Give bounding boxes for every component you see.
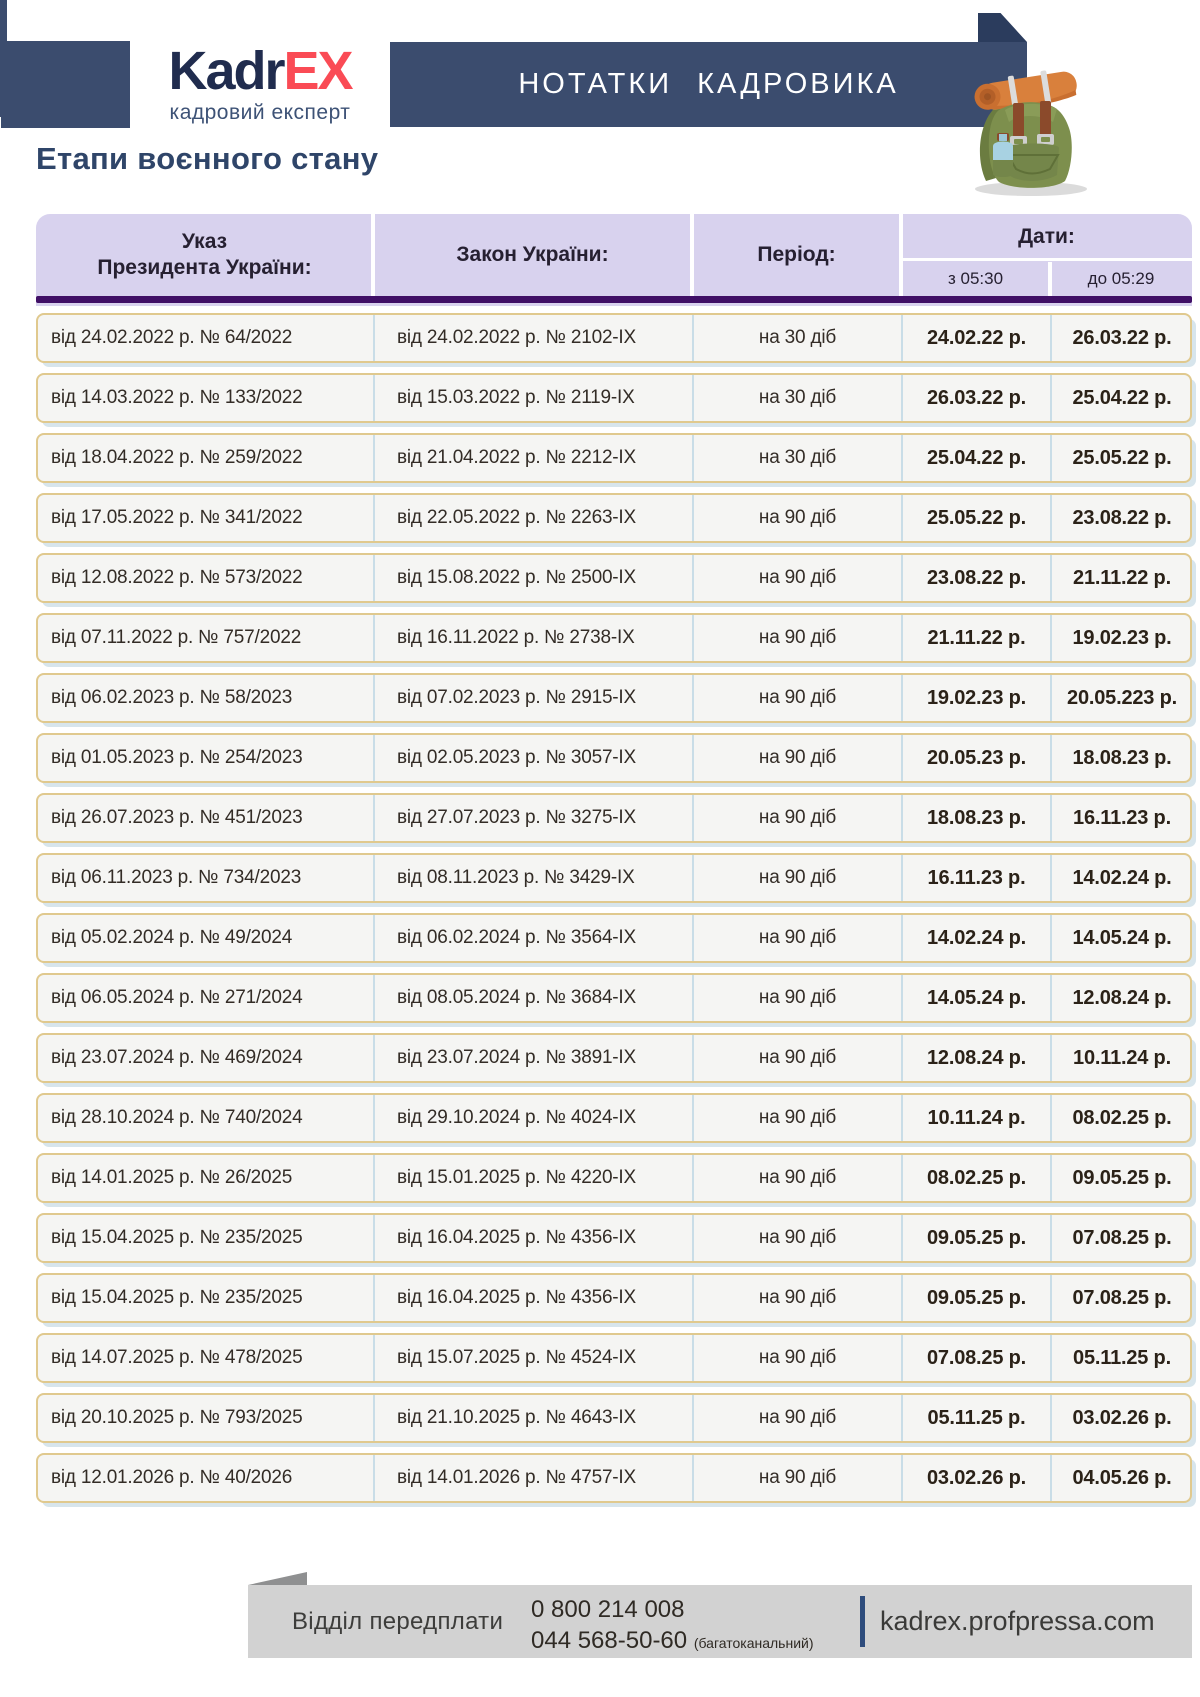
- cell-period: на 90 діб: [758, 867, 837, 888]
- cell-date-from: 09.05.25 р.: [927, 1286, 1026, 1309]
- cell-decree: від 06.11.2023 р. № 734/2023: [51, 867, 302, 888]
- cell-law: від 16.11.2022 р. № 2738-IX: [397, 627, 635, 648]
- table-row: [36, 853, 1192, 903]
- cell-period: на 90 діб: [758, 747, 837, 768]
- cell-law: від 15.08.2022 р. № 2500-IX: [397, 567, 636, 588]
- cell-period: на 90 діб: [758, 807, 837, 828]
- cell-decree: від 14.07.2025 р. № 478/2025: [51, 1347, 303, 1368]
- header-banner: [390, 42, 1027, 127]
- table-header: [36, 214, 1192, 306]
- cell-date-from: 24.02.22 р.: [927, 326, 1026, 349]
- cell-decree: від 06.02.2023 р. № 58/2023: [51, 687, 293, 708]
- logo-accent-text: EX: [283, 40, 352, 101]
- logo-brand-text: Kadr: [168, 40, 284, 101]
- cell-date-to: 14.05.24 р.: [1072, 926, 1172, 949]
- table-row: [36, 493, 1192, 543]
- footer-phone-hotline: 0 800 214 008: [531, 1596, 685, 1623]
- cell-date-to: 18.08.23 р.: [1072, 746, 1172, 769]
- cell-decree: від 14.01.2025 р. № 26/2025: [51, 1167, 293, 1188]
- cell-decree: від 12.01.2026 р. № 40/2026: [51, 1467, 293, 1488]
- table-body: [36, 313, 1192, 1513]
- cell-date-to: 16.11.23 р.: [1073, 806, 1171, 829]
- table-row: [36, 913, 1192, 963]
- page-title: Етапи воєнного стану: [36, 141, 379, 176]
- cell-date-to: 05.11.25 р.: [1073, 1346, 1171, 1369]
- dates-underline: [901, 258, 1192, 261]
- cell-law: від 27.07.2023 р. № 3275-IX: [397, 807, 636, 828]
- logo-wordmark: [168, 40, 352, 101]
- cell-decree: від 17.05.2022 р. № 341/2022: [51, 507, 303, 528]
- cell-period: на 90 діб: [758, 627, 837, 648]
- cell-date-to: 07.08.25 р.: [1072, 1286, 1172, 1309]
- cell-date-to: 25.05.22 р.: [1072, 446, 1172, 469]
- footer-divider: [860, 1596, 865, 1647]
- footer-website-text[interactable]: kadrex.profpressa.com: [880, 1606, 1155, 1636]
- cell-period: на 90 діб: [758, 1347, 837, 1368]
- table-row: [36, 1213, 1192, 1263]
- cell-law: від 24.02.2022 р. № 2102-IX: [397, 327, 636, 348]
- kadrex-logo: [130, 34, 390, 134]
- cell-date-from: 09.05.25 р.: [927, 1226, 1026, 1249]
- cell-period: на 30 діб: [758, 447, 837, 468]
- cell-period: на 90 діб: [758, 927, 837, 948]
- cell-decree: від 14.03.2022 р. № 133/2022: [51, 387, 303, 408]
- cell-decree: від 20.10.2025 р. № 793/2025: [51, 1407, 303, 1428]
- cell-date-to: 08.02.25 р.: [1072, 1106, 1172, 1129]
- cell-date-to: 14.02.24 р.: [1072, 866, 1172, 889]
- footer-phone-city: [531, 1627, 814, 1655]
- footer: [248, 1585, 1192, 1658]
- decree-header-line1: Указ: [181, 229, 228, 253]
- cell-decree: від 28.10.2024 р. № 740/2024: [51, 1107, 303, 1128]
- table-row: [36, 1153, 1192, 1203]
- cell-date-from: 05.11.25 р.: [927, 1406, 1026, 1429]
- table-row: [36, 673, 1192, 723]
- cell-decree: від 15.04.2025 р. № 235/2025: [51, 1227, 303, 1248]
- cell-law: від 16.04.2025 р. № 4356-IX: [397, 1287, 636, 1308]
- table-row: [36, 793, 1192, 843]
- cell-law: від 15.01.2025 р. № 4220-IX: [397, 1167, 636, 1188]
- cell-date-from: 21.11.22 р.: [927, 626, 1026, 649]
- cell-decree: від 23.07.2024 р. № 469/2024: [51, 1047, 303, 1068]
- cell-date-to: 09.05.25 р.: [1072, 1166, 1172, 1189]
- cell-date-to: 26.03.22 р.: [1072, 326, 1172, 349]
- table-row: [36, 1393, 1192, 1443]
- cell-law: від 29.10.2024 р. № 4024-IX: [397, 1107, 636, 1128]
- cell-law: від 14.01.2026 р. № 4757-IX: [397, 1467, 636, 1488]
- header-navy-block: [1, 41, 131, 128]
- cell-date-from: 23.08.22 р.: [927, 566, 1026, 589]
- cell-law: від 15.03.2022 р. № 2119-IX: [397, 387, 635, 408]
- cell-date-from: 10.11.24 р.: [927, 1106, 1026, 1129]
- cell-date-from: 03.02.26 р.: [927, 1466, 1026, 1489]
- column-header-decree: [36, 214, 373, 296]
- footer-fold-icon: [248, 1572, 307, 1585]
- cell-date-from: 18.08.23 р.: [927, 806, 1026, 829]
- cell-date-to: 20.05.223 р.: [1067, 686, 1177, 709]
- cell-law: від 02.05.2023 р. № 3057-IX: [397, 747, 636, 768]
- cell-period: на 30 діб: [758, 327, 837, 348]
- cell-period: на 90 діб: [758, 1167, 837, 1188]
- table-row: [36, 1093, 1192, 1143]
- cell-period: на 90 діб: [758, 1227, 837, 1248]
- cell-date-from: 19.02.23 р.: [927, 686, 1026, 709]
- cell-date-from: 12.08.24 р.: [927, 1046, 1026, 1069]
- cell-decree: від 26.07.2023 р. № 451/2023: [51, 807, 303, 828]
- column-header-date-from: з 05:30: [947, 269, 1004, 289]
- footer-phone-note: (багатоканальний): [693, 1635, 814, 1651]
- cell-date-from: 26.03.22 р.: [927, 386, 1026, 409]
- ribbon-fold-icon: [978, 13, 1027, 42]
- table-row: [36, 733, 1192, 783]
- footer-website-link[interactable]: [880, 1585, 1155, 1658]
- table-row: [36, 373, 1192, 423]
- cell-period: на 90 діб: [758, 1407, 837, 1428]
- cell-law: від 23.07.2024 р. № 3891-IX: [397, 1047, 636, 1068]
- cell-law: від 21.04.2022 р. № 2212-IX: [397, 447, 636, 468]
- footer-subscription-label: Відділ передплати: [292, 1607, 504, 1635]
- cell-date-from: 14.05.24 р.: [927, 986, 1026, 1009]
- cell-period: на 90 діб: [758, 507, 837, 528]
- table-row: [36, 553, 1192, 603]
- cell-date-from: 07.08.25 р.: [927, 1346, 1026, 1369]
- cell-decree: від 24.02.2022 р. № 64/2022: [51, 327, 293, 348]
- cell-date-from: 08.02.25 р.: [927, 1166, 1026, 1189]
- cell-period: на 90 діб: [758, 1467, 837, 1488]
- cell-period: на 90 діб: [758, 1047, 837, 1068]
- cell-law: від 22.05.2022 р. № 2263-IX: [397, 507, 636, 528]
- column-header-date-to: до 05:29: [1087, 269, 1155, 289]
- cell-date-to: 23.08.22 р.: [1072, 506, 1172, 529]
- cell-date-from: 25.05.22 р.: [927, 506, 1026, 529]
- cell-period: на 90 діб: [758, 567, 837, 588]
- cell-date-from: 16.11.23 р.: [927, 866, 1026, 889]
- cell-date-to: 12.08.24 р.: [1072, 986, 1172, 1009]
- cell-decree: від 18.04.2022 р. № 259/2022: [51, 447, 303, 468]
- cell-law: від 07.02.2023 р. № 2915-IX: [397, 687, 636, 708]
- table-row: [36, 1033, 1192, 1083]
- cell-law: від 21.10.2025 р. № 4643-IX: [397, 1407, 636, 1428]
- cell-decree: від 12.08.2022 р. № 573/2022: [51, 567, 303, 588]
- footer-phone-number: 044 568-50-60: [531, 1627, 688, 1654]
- column-header-law: Закон України:: [456, 242, 609, 266]
- cell-date-to: 04.05.26 р.: [1072, 1466, 1172, 1489]
- cell-period: на 90 діб: [758, 1107, 837, 1128]
- logo-tagline: кадровий експерт: [169, 100, 351, 124]
- cell-date-from: 14.02.24 р.: [927, 926, 1026, 949]
- cell-decree: від 15.04.2025 р. № 235/2025: [51, 1287, 303, 1308]
- cell-date-to: 10.11.24 р.: [1073, 1046, 1171, 1069]
- table-row: [36, 973, 1192, 1023]
- banner-title: НОТАТКИ КАДРОВИКА: [518, 68, 899, 100]
- cell-date-to: 19.02.23 р.: [1072, 626, 1172, 649]
- cell-decree: від 06.05.2024 р. № 271/2024: [51, 987, 303, 1008]
- table-row: [36, 1333, 1192, 1383]
- cell-law: від 08.11.2023 р. № 3429-IX: [397, 867, 635, 888]
- cell-date-from: 20.05.23 р.: [927, 746, 1026, 769]
- cell-law: від 06.02.2024 р. № 3564-IX: [397, 927, 636, 948]
- cell-date-to: 25.04.22 р.: [1072, 386, 1172, 409]
- cell-date-to: 21.11.22 р.: [1073, 566, 1171, 589]
- cell-date-to: 07.08.25 р.: [1072, 1226, 1172, 1249]
- table-row: [36, 613, 1192, 663]
- header-purple-rule: [36, 296, 1192, 303]
- cell-date-from: 25.04.22 р.: [927, 446, 1026, 469]
- cell-decree: від 01.05.2023 р. № 254/2023: [51, 747, 303, 768]
- cell-period: на 90 діб: [758, 687, 837, 708]
- cell-period: на 90 діб: [758, 1287, 837, 1308]
- cell-law: від 15.07.2025 р. № 4524-IX: [397, 1347, 636, 1368]
- cell-period: на 90 діб: [758, 987, 837, 1008]
- cell-law: від 16.04.2025 р. № 4356-IX: [397, 1227, 636, 1248]
- column-header-dates: Дати:: [1018, 224, 1075, 248]
- cell-decree: від 07.11.2022 р. № 757/2022: [51, 627, 302, 648]
- cell-decree: від 05.02.2024 р. № 49/2024: [51, 927, 293, 948]
- table-row: [36, 1273, 1192, 1323]
- cell-law: від 08.05.2024 р. № 3684-IX: [397, 987, 636, 1008]
- table-row: [36, 1453, 1192, 1503]
- cell-date-to: 03.02.26 р.: [1072, 1406, 1172, 1429]
- table-row: [36, 433, 1192, 483]
- table-row: [36, 313, 1192, 363]
- backpack-icon: [955, 48, 1107, 198]
- cell-period: на 30 діб: [758, 387, 837, 408]
- decree-header-line2: Президента України:: [97, 256, 312, 279]
- column-header-period: Період:: [757, 242, 836, 266]
